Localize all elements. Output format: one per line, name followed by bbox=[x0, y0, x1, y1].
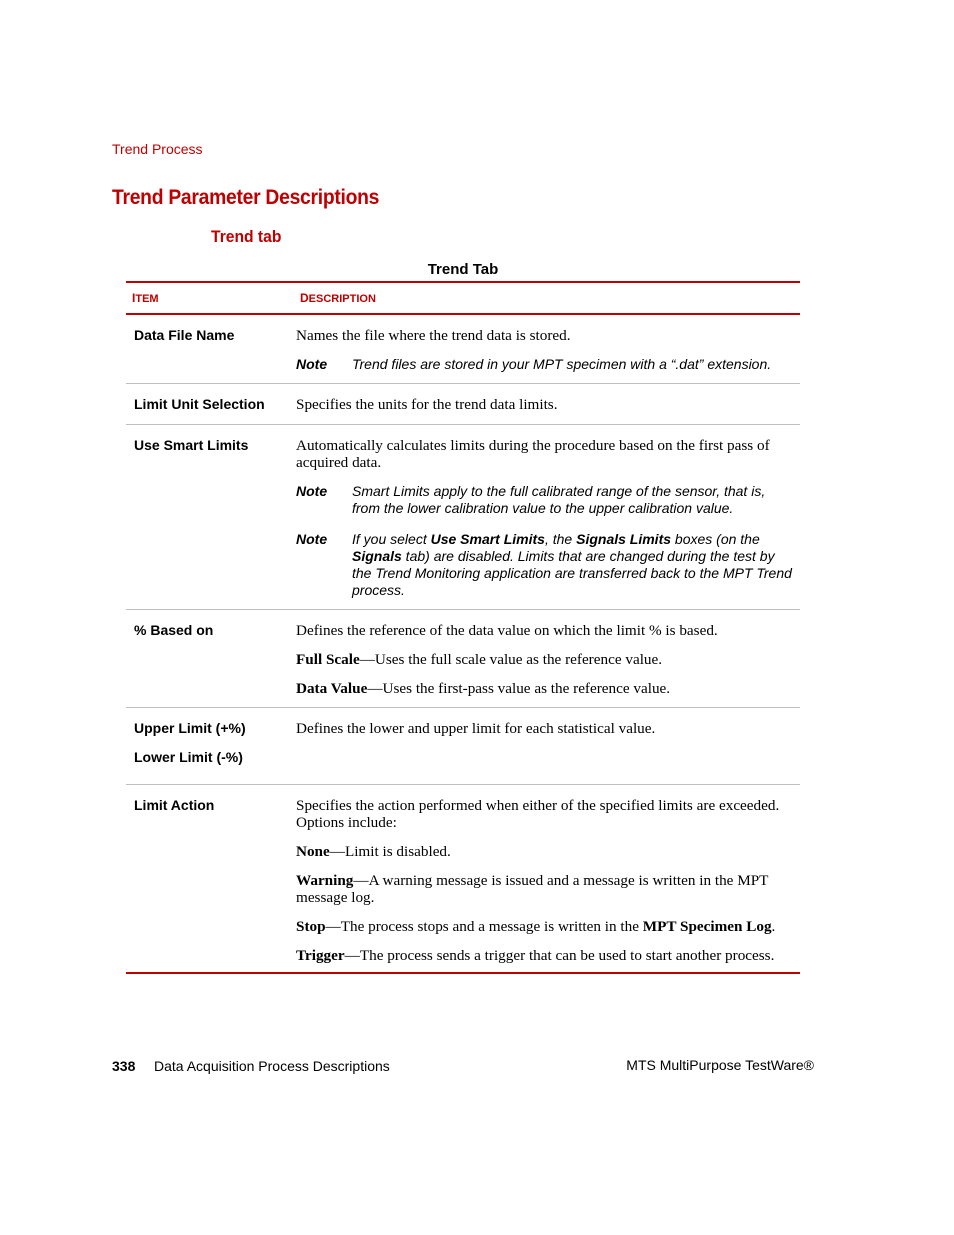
table-row bbox=[126, 610, 800, 708]
row-item-label: Limit Unit Selection bbox=[134, 396, 265, 412]
option-trigger: Trigger—The process sends a trigger that can be used to start another process. bbox=[296, 947, 775, 964]
note-label: Note bbox=[296, 531, 328, 547]
note-text: Trend files are stored in your MPT specimen with a “.dat” extension. bbox=[352, 356, 772, 372]
row-item-label: Limit Action bbox=[134, 797, 215, 813]
note-label: Note bbox=[296, 356, 328, 372]
table-caption: Trend Tab bbox=[427, 261, 499, 278]
row-description bbox=[294, 785, 800, 972]
row-description bbox=[294, 315, 800, 383]
table-row bbox=[126, 425, 800, 610]
option-none: None—Limit is disabled. bbox=[296, 843, 451, 860]
table-header-row bbox=[126, 283, 800, 315]
option-full-scale: Full Scale—Uses the full scale value as the reference value. bbox=[296, 651, 663, 668]
row-item-label: Data File Name bbox=[134, 327, 235, 343]
table-row bbox=[126, 315, 800, 384]
table-row bbox=[126, 708, 800, 785]
description-text: Specifies the units for the trend data limits. bbox=[296, 396, 558, 413]
page-title: Trend Parameter Descriptions bbox=[112, 186, 380, 209]
row-item-label: Upper Limit (+%) Lower Limit (-%) bbox=[134, 720, 246, 765]
note-text: Smart Limits apply to the full calibrated range of the sensor, that is, from the lower calibration value to the upper calibration value. bbox=[352, 483, 766, 516]
note bbox=[296, 531, 794, 599]
description-text: Defines the lower and upper limit for each statistical value. bbox=[296, 720, 656, 737]
table-row bbox=[126, 384, 800, 425]
header-item: ITEM bbox=[132, 291, 159, 305]
row-item-label: % Based on bbox=[134, 622, 214, 638]
description-text: Names the file where the trend data is stored. bbox=[296, 327, 571, 344]
table-row bbox=[126, 785, 800, 972]
row-description bbox=[294, 708, 800, 784]
row-item-label: Use Smart Limits bbox=[134, 437, 249, 453]
description-text: Defines the reference of the data value on which the limit % is based. bbox=[296, 622, 718, 639]
row-description bbox=[294, 384, 800, 424]
option-stop: Stop—The process stops and a message is written in the MPT Specimen Log. bbox=[296, 918, 776, 935]
header-description: DESCRIPTION bbox=[300, 291, 376, 305]
breadcrumb[interactable]: Trend Process bbox=[112, 141, 203, 157]
note bbox=[296, 483, 794, 517]
page-number: 338 bbox=[112, 1058, 136, 1074]
option-data-value: Data Value—Uses the first-pass value as the reference value. bbox=[296, 680, 671, 697]
description-text: Automatically calculates limits during the procedure based on the first pass of acquired data. bbox=[296, 437, 770, 471]
parameter-table bbox=[126, 281, 800, 974]
section-title: Trend tab bbox=[211, 227, 282, 246]
note bbox=[296, 356, 794, 373]
note-label: Note bbox=[296, 483, 328, 499]
row-description bbox=[294, 610, 800, 707]
footer-chapter: Data Acquisition Process Descriptions bbox=[154, 1058, 390, 1074]
footer-product: MTS MultiPurpose TestWare® bbox=[626, 1057, 814, 1073]
description-text: Specifies the action performed when either of the specified limits are exceeded. Options include: bbox=[296, 797, 780, 831]
option-warning: Warning—A warning message is issued and a message is written in the MPT message log. bbox=[296, 872, 769, 906]
note-text: If you select Use Smart Limits, the Signals Limits boxes (on the Signals tab) are disabled. Limits that are changed during the test by the Trend Monitoring application are transferred back to the MPT Trend process. bbox=[352, 531, 792, 598]
row-description bbox=[294, 425, 800, 609]
